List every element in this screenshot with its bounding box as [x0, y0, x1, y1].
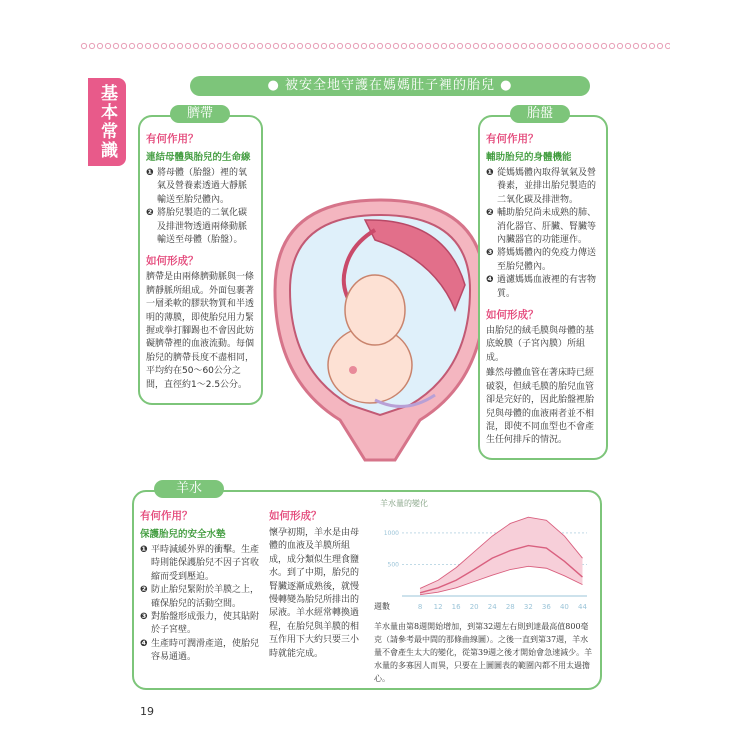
border-dot [409, 43, 414, 48]
border-dot [657, 43, 662, 48]
border-dot [313, 43, 318, 48]
list-item [140, 544, 262, 584]
border-dot [241, 43, 246, 48]
umbilical-tag: 臍帶 [170, 105, 230, 123]
border-dot [617, 43, 622, 48]
border-dot [369, 43, 374, 48]
placenta-items [486, 167, 600, 301]
list-number: ❹ [486, 275, 494, 286]
border-dot [329, 43, 334, 48]
border-dot [633, 43, 638, 48]
border-dot [361, 43, 366, 48]
border-dot [473, 43, 478, 48]
amniotic-q2: 如何形成？ [269, 510, 322, 522]
border-dot [561, 43, 566, 48]
border-dot [105, 43, 110, 48]
border-dot [337, 43, 342, 48]
border-dot [209, 43, 214, 48]
border-dot [505, 43, 510, 48]
chart-x-tick-label: 20 [469, 603, 479, 611]
border-dot [377, 43, 382, 48]
border-dot [145, 43, 150, 48]
amniotic-q1: 有何作用？ [140, 510, 193, 522]
placenta-q2: 如何形成？ [486, 309, 539, 322]
chart-y-tick-label: 500 [387, 561, 399, 569]
list-number: ❶ [486, 168, 494, 178]
list-text: 對胎盤形成張力，使其貼附於子宮壁。 [151, 612, 260, 636]
list-item [486, 274, 600, 301]
border-dot [601, 43, 606, 48]
border-dot [161, 43, 166, 48]
umbilical-q2: 如何形成？ [146, 255, 199, 268]
border-dot [281, 43, 286, 48]
amniotic-description: 懷孕初期，羊水是由母體的血液及羊膜所組成，成分類似生理食鹽水。到了中期，胎兒的腎臟逐漸成熟後，就慢慢轉變為胎兒所排出的尿液。羊水經常轉換過程，在胎兒與羊膜的相互作用下大約只要三小時就能完成。 [269, 528, 360, 659]
border-dot [201, 43, 206, 48]
list-item [140, 611, 262, 638]
list-item [146, 167, 255, 207]
list-number: ❹ [140, 638, 148, 649]
border-dot [449, 43, 454, 48]
chart-y-tick-label: 1000 [383, 529, 399, 537]
chart-x-tick-label: 28 [505, 603, 515, 611]
placenta-panel [478, 106, 608, 460]
list-number: ❶ [140, 545, 148, 555]
amniotic-function-column [140, 508, 262, 665]
umbilical-q1: 有何作用？ [146, 133, 199, 145]
border-dot [641, 43, 646, 48]
placenta-sub1: 輔助胎兒的身體機能 [486, 152, 572, 163]
border-dot [297, 43, 302, 48]
border-dot [225, 43, 230, 48]
border-dot [257, 43, 262, 48]
umbilical-sub1: 連結母體與胎兒的生命線 [146, 152, 251, 163]
border-dot [153, 43, 158, 48]
amniotic-volume-chart [372, 496, 594, 616]
border-dot [665, 43, 670, 48]
list-item [486, 247, 600, 274]
chart-x-tick-label: 44 [578, 603, 587, 611]
fetus-body [345, 275, 405, 345]
list-text: 將母體（胎盤）裡的氧氣及營養素透過大靜脈輸送至胎兒體內。 [157, 168, 248, 205]
chart-x-tick-label: 12 [433, 603, 443, 611]
border-dot [121, 43, 126, 48]
border-dot [569, 43, 574, 48]
border-dot [353, 43, 358, 48]
border-dot [537, 43, 542, 48]
chart-title: 羊水量的變化 [380, 499, 428, 508]
uterus-illustration [255, 190, 505, 470]
border-dot [345, 43, 350, 48]
list-item [486, 207, 600, 247]
border-dot [585, 43, 590, 48]
list-text: 防止胎兒緊附於羊膜之上，確保胎兒的活動空間。 [151, 585, 260, 609]
amniotic-fluid-panel [132, 481, 602, 690]
chart-x-tick-label: 40 [559, 603, 569, 611]
border-dot [457, 43, 462, 48]
border-dot [137, 43, 142, 48]
border-dot [649, 43, 654, 48]
border-dot [217, 43, 222, 48]
list-number: ❸ [140, 612, 148, 623]
border-dot [465, 43, 470, 48]
border-dot [393, 43, 398, 48]
border-dot [129, 43, 134, 48]
border-dot [401, 43, 406, 48]
page-title: ● 被安全地守護在媽媽肚子裡的胎兒 ● [190, 76, 590, 96]
border-dot [481, 43, 486, 48]
border-dot [385, 43, 390, 48]
chart-note: 羊水量由第8週開始增加，到第32週左右則到達最高值800毫克（請參考最中間的那條曲線圖）。之後一直到第37週，羊水量不會產生太大的變化，從第39週之後才開始會急速減少。羊水量的多寡因人而異，只要在上圖圖表的範圍內都不用太過擔心。 [374, 622, 593, 683]
border-dot [425, 43, 430, 48]
border-dot [441, 43, 446, 48]
umbilical-items [146, 167, 255, 247]
border-dot [497, 43, 502, 48]
page-number: 19 [140, 705, 154, 718]
list-number: ❷ [146, 208, 154, 219]
section-side-tab: 基本常識 [88, 78, 126, 166]
border-dot [233, 43, 238, 48]
border-dot [81, 43, 86, 48]
border-dot [513, 43, 518, 48]
placenta-description-1: 由胎兒的絨毛膜與母體的基底蛻膜（子宮內膜）所組成。 [486, 326, 595, 363]
border-dot [553, 43, 558, 48]
fetus-cheek [349, 366, 357, 374]
border-dot [433, 43, 438, 48]
list-text: 從媽媽體內取得氧氣及營養素，並排出胎兒製造的二氧化碳及排泄物。 [497, 168, 597, 205]
chart-x-tick-label: 8 [417, 603, 423, 611]
border-dot [609, 43, 614, 48]
list-item [140, 638, 262, 665]
list-number: ❷ [486, 208, 494, 219]
amniotic-items [140, 544, 262, 665]
border-dot [193, 43, 198, 48]
list-number: ❷ [140, 585, 148, 596]
border-dot [273, 43, 278, 48]
border-dot [321, 43, 326, 48]
list-text: 將媽媽體內的免疫力傳送至胎兒體內。 [497, 248, 597, 272]
amniotic-tag: 羊水 [154, 480, 224, 498]
amniotic-sub1: 保護胎兒的安全水墊 [140, 529, 226, 540]
border-dot [265, 43, 270, 48]
top-decorative-border [80, 42, 670, 50]
list-number: ❶ [146, 168, 154, 178]
border-dot [545, 43, 550, 48]
list-item [140, 584, 262, 611]
border-dot [529, 43, 534, 48]
border-dot [185, 43, 190, 48]
border-dot [417, 43, 422, 48]
list-text: 過濾媽媽血液裡的有害物質。 [497, 275, 597, 299]
placenta-description-2: 雖然母體血管在著床時已經破裂，但絨毛膜的胎兒血管卻是完好的，因此胎盤裡胎兒與母體的血液兩者並不相混，即使不同血型也不會產生任何排斥的情況。 [486, 368, 595, 446]
border-dot [177, 43, 182, 48]
umbilical-description: 臍帶是由兩條臍動脈與一條臍靜脈所組成。外面包裹著一層柔軟的膠狀物質和半透明的薄膜，即使胎兒用力緊握或拳打腳踢也不會因此妨礙臍帶裡的血液流動。每個胎兒的臍帶長度不盡相同，平均約在50～60公分之間，直徑約1～2.5公分。 [146, 272, 255, 390]
border-dot [97, 43, 102, 48]
border-dot [289, 43, 294, 48]
border-dot [521, 43, 526, 48]
amniotic-formation-column [269, 508, 364, 661]
border-dot [577, 43, 582, 48]
chart-x-axis-label: 週數 [374, 602, 390, 611]
list-item [486, 167, 600, 207]
list-number: ❸ [486, 248, 494, 259]
placenta-tag: 胎盤 [510, 105, 570, 123]
list-item [146, 207, 255, 247]
border-dot [249, 43, 254, 48]
border-dot [89, 43, 94, 48]
list-text: 生產時可潤滑產道，使胎兒容易通過。 [151, 638, 260, 663]
chart-x-tick-label: 16 [451, 603, 461, 611]
list-text: 將胎兒製造的二氧化碳及排泄物透過兩條動脈輸送至母體（胎盤）。 [157, 208, 248, 246]
chart-x-tick-label: 36 [541, 603, 551, 611]
umbilical-cord-panel [138, 106, 263, 405]
chart-x-tick-label: 32 [523, 603, 533, 611]
list-text: 輔助胎兒尚未成熟的肺、消化器官、肝臟、腎臟等內臟器官的功能運作。 [497, 208, 597, 246]
border-dot [625, 43, 630, 48]
chart-x-tick-label: 24 [487, 603, 497, 611]
placenta-q1: 有何作用？ [486, 133, 539, 145]
border-dot [169, 43, 174, 48]
border-dot [593, 43, 598, 48]
border-dot [489, 43, 494, 48]
border-dot [305, 43, 310, 48]
list-text: 平時減緩外界的衝擊。生產時則能保護胎兒不因子宮收縮而受到壓迫。 [151, 545, 260, 582]
border-dot [113, 43, 118, 48]
